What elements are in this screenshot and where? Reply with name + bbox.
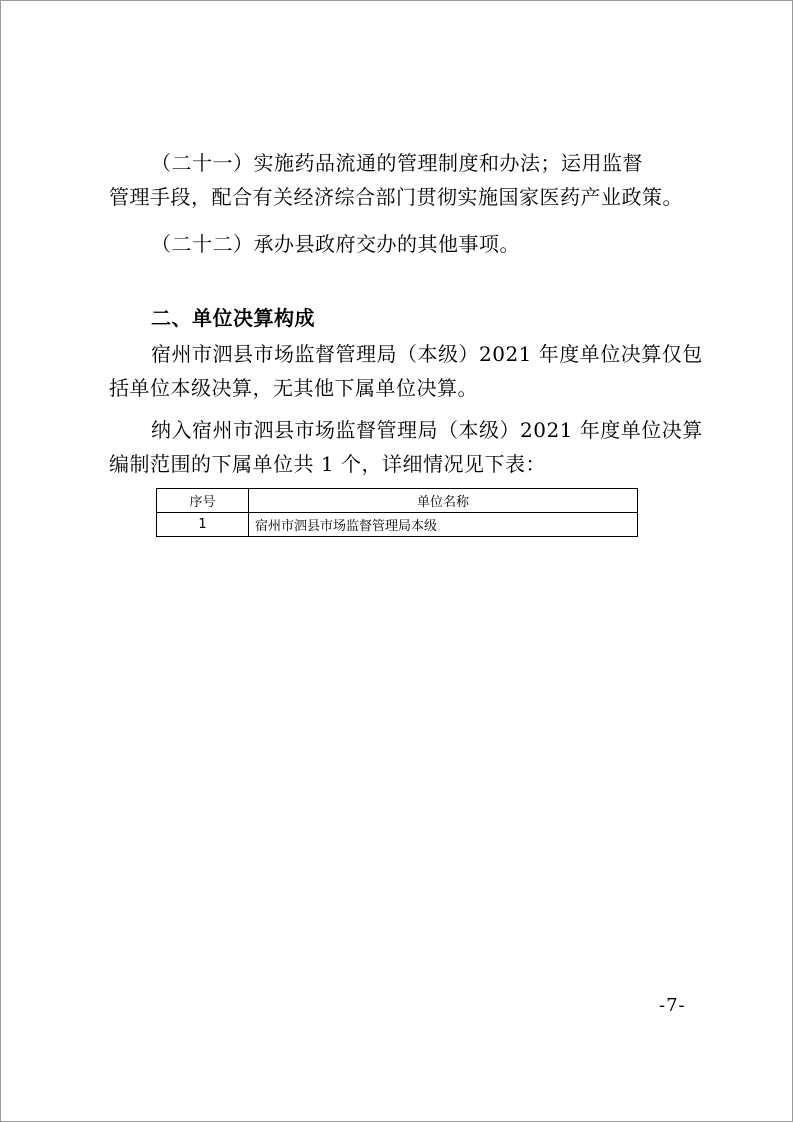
paragraph-line: 管理手段，配合有关经济综合部门贯彻实施国家医药产业政策。: [109, 185, 683, 209]
table-row: [157, 513, 638, 537]
paragraph-line: 宿州市泗县市场监督管理局（本级）2021 年度单位决算仅包: [151, 342, 703, 366]
paragraph-line: （二十一）实施药品流通的管理制度和办法；运用监督: [151, 151, 643, 175]
table-cell-unit-name: 宿州市泗县市场监督管理局本级: [249, 513, 638, 537]
column-header-unit-name: 单位名称: [249, 489, 638, 513]
paragraph-composition: [109, 337, 703, 405]
paragraph-line: 编制范围的下属单位共 1 个，详细情况见下表：: [109, 452, 546, 476]
unit-table: [156, 488, 638, 537]
paragraph-item-21: [109, 146, 691, 214]
paragraph-line: 纳入宿州市泗县市场监督管理局（本级）2021 年度单位决算: [151, 418, 703, 442]
paragraph-item-22: （二十二）承办县政府交办的其他事项。: [151, 232, 520, 256]
column-header-index: 序号: [157, 489, 249, 513]
page-number: -7-: [659, 995, 686, 1016]
table-cell-index: 1: [157, 513, 249, 537]
section-heading: 二、单位决算构成: [151, 306, 315, 330]
paragraph-scope: [109, 413, 703, 481]
table-header-row: [157, 489, 638, 513]
paragraph-line: 括单位本级决算，无其他下属单位决算。: [109, 376, 478, 400]
